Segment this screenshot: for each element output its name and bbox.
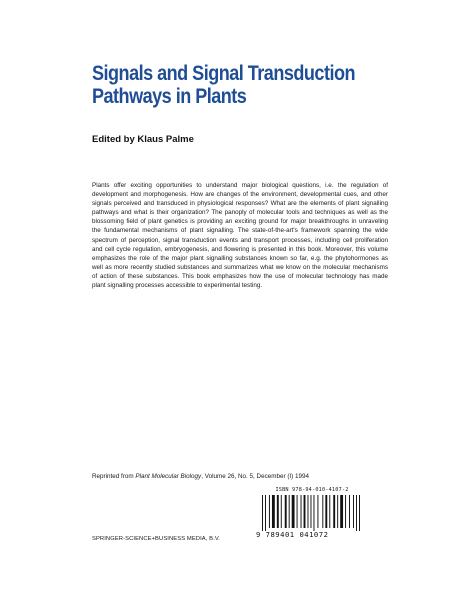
- barcode-bar: [359, 495, 360, 531]
- barcode-bar: [356, 495, 357, 531]
- barcode-bar: [329, 495, 330, 528]
- barcode-bar: [337, 495, 338, 528]
- barcode-bar: [265, 495, 266, 531]
- reprint-prefix: Reprinted from: [92, 473, 136, 480]
- barcode-bar: [333, 495, 335, 528]
- barcode-bar: [317, 495, 318, 528]
- barcode-bar: [262, 495, 263, 531]
- barcode-bar: [308, 495, 309, 528]
- book-title-line-1: Signals and Signal Transduction: [92, 62, 355, 85]
- barcode-bar: [281, 495, 282, 528]
- barcode-bar: [289, 495, 290, 528]
- reprint-journal-name: Plant Molecular Biology: [135, 473, 202, 480]
- barcode-bar: [314, 495, 315, 531]
- editor-credit: Edited by Klaus Palme: [92, 134, 194, 145]
- barcode-bar: [304, 495, 306, 528]
- barcode-bar: [311, 495, 312, 528]
- barcode-bar: [340, 495, 343, 528]
- barcode-bar: [345, 495, 346, 528]
- isbn-text: ISBN 978-94-010-4107-2: [275, 487, 349, 493]
- barcode-bar: [301, 495, 302, 528]
- barcode-bar: [349, 495, 350, 528]
- barcode-bar: [269, 495, 270, 528]
- barcode-bar: [353, 495, 354, 528]
- barcode-number: 9 789401 041072: [256, 530, 329, 539]
- barcode-bar: [325, 495, 327, 528]
- reprint-notice: [92, 473, 309, 480]
- reprint-suffix: , Volume 26, No. 5, December (I) 1994: [201, 473, 310, 480]
- barcode-bar: [297, 495, 298, 528]
- barcode-bar: [272, 495, 275, 528]
- book-title-line-2: Pathways in Plants: [92, 85, 247, 108]
- barcode-image: [256, 495, 368, 531]
- barcode-bar: [322, 495, 323, 528]
- book-title: [92, 62, 384, 108]
- isbn-barcode-block: [256, 487, 368, 539]
- book-description: Plants offer exciting opportunities to understand major biological questions, i.e. the regulation of development and morphogenesis. How are changes of the environment, developmental cues, and other signals perceived and transduced in physiological responses? What are the elements of plant signalling pathways and what is their organization? The panoply of molecular tools and techniques as well as the blossoming field of plant genetics is providing an exciting ground for major breakthroughs in unraveling the fundamental mechanisms of plant signalling. The state-of-the-art's framework spanning the wide spectrum of perception, signal transduction events and transport processes, including cell proliferation and cell cycle regulation, embryogenesis, and flowering is presented in this book. Moreover, this volume emphasizes the role of the major plant signalling substances known so far, e.g. the phytohormones as well as more recently studied substances and summarizes what we know on the molecular mechanisms of action of these substances. This book emphasizes how the use of molecular technology has made plant signalling processes accessible to experimental testing.: [92, 182, 388, 290]
- barcode-bar: [277, 495, 279, 528]
- barcode-bar: [292, 495, 295, 528]
- barcode-bar: [285, 495, 287, 528]
- publisher-name: SPRINGER-SCIENCE+BUSINESS MEDIA, B.V.: [92, 536, 220, 542]
